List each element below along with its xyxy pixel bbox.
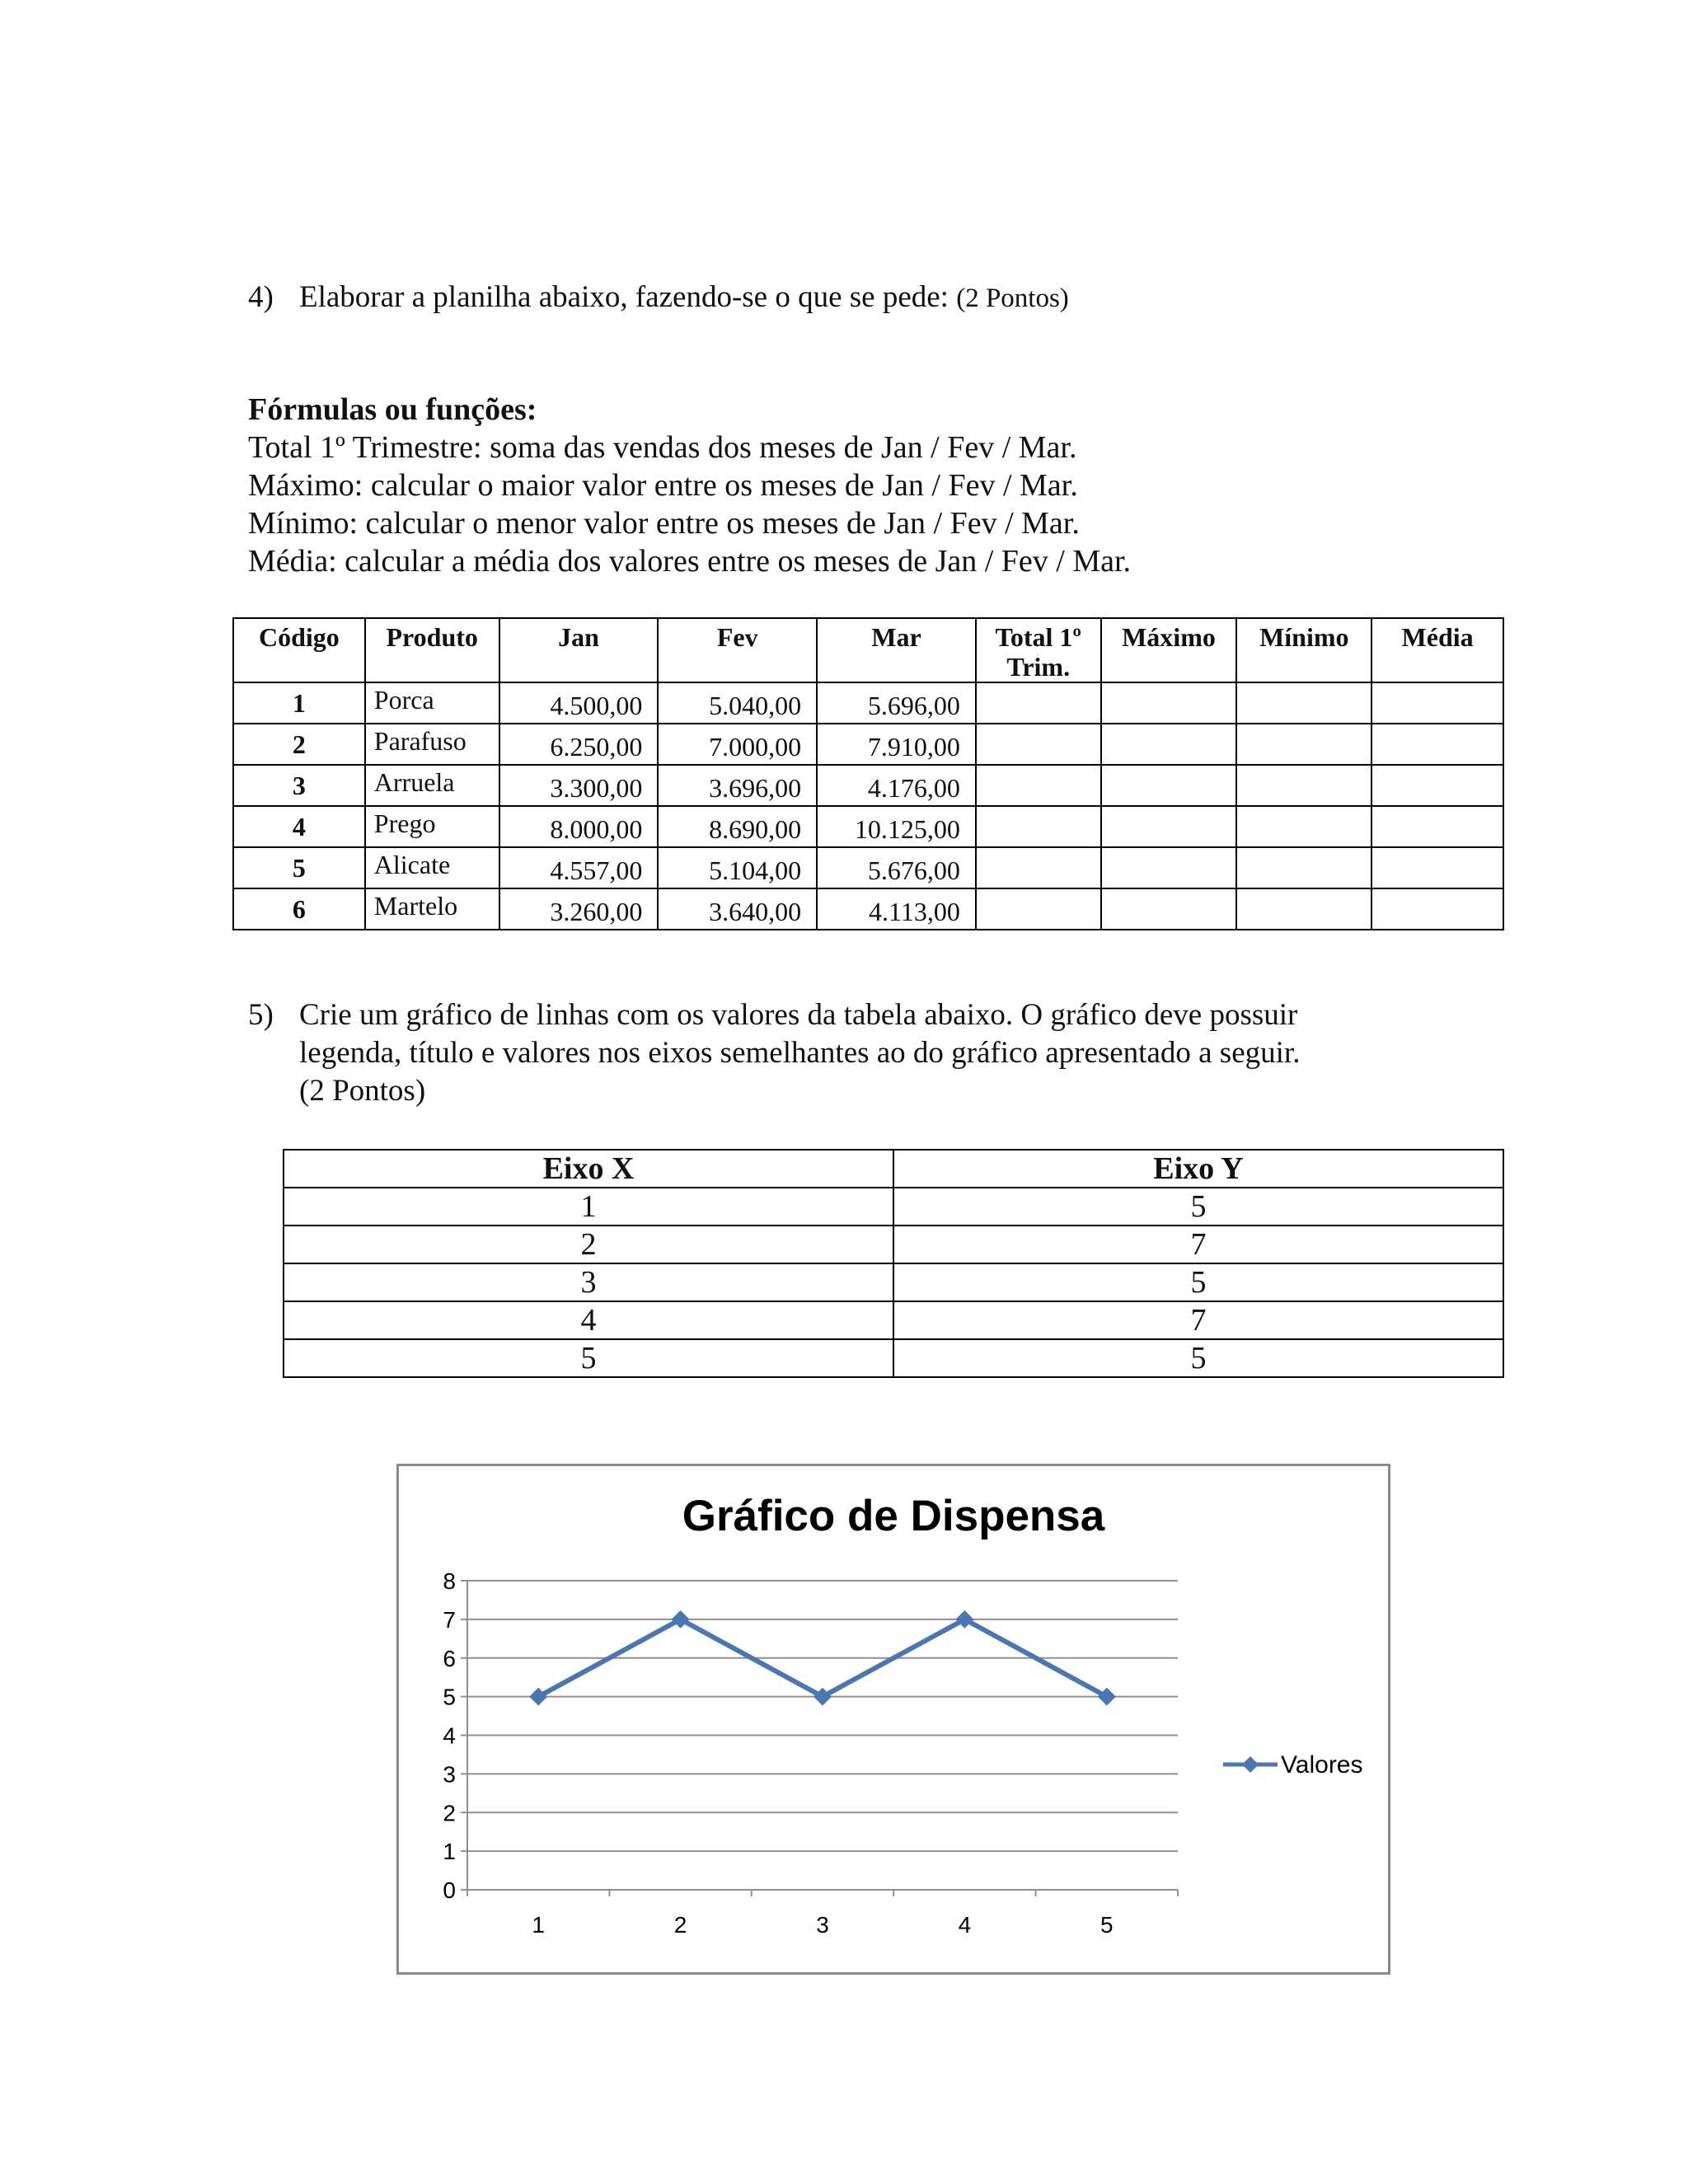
cell-maximo[interactable] bbox=[1101, 888, 1237, 930]
table-row bbox=[284, 1301, 1503, 1339]
cell-fev: 8.690,00 bbox=[658, 806, 817, 847]
chart-plot bbox=[399, 1466, 1388, 1972]
y-tick-label: 5 bbox=[443, 1684, 456, 1710]
question-5-number: 5) bbox=[248, 998, 274, 1032]
cell-produto: Prego bbox=[365, 806, 499, 847]
cell-minimo[interactable] bbox=[1236, 888, 1372, 930]
table-row bbox=[284, 1339, 1503, 1377]
cell-minimo[interactable] bbox=[1236, 847, 1372, 888]
cell-maximo[interactable] bbox=[1101, 682, 1237, 724]
cell-jan: 4.557,00 bbox=[499, 847, 659, 888]
table-row bbox=[233, 724, 1503, 765]
cell-media[interactable] bbox=[1372, 682, 1503, 724]
cell-x: 3 bbox=[284, 1263, 893, 1301]
cell-jan: 4.500,00 bbox=[499, 682, 659, 724]
header-eixo-y: Eixo Y bbox=[893, 1150, 1503, 1188]
cell-media[interactable] bbox=[1372, 806, 1503, 847]
cell-codigo: 1 bbox=[233, 682, 365, 724]
cell-x: 2 bbox=[284, 1226, 893, 1263]
question-5-points: (2 Pontos) bbox=[299, 1074, 426, 1108]
cell-fev: 5.040,00 bbox=[658, 682, 817, 724]
cell-mar: 10.125,00 bbox=[817, 806, 976, 847]
cell-produto: Martelo bbox=[365, 888, 499, 930]
cell-mar: 7.910,00 bbox=[817, 724, 976, 765]
x-tick-label: 2 bbox=[673, 1912, 687, 1938]
table-row bbox=[284, 1226, 1503, 1263]
cell-total[interactable] bbox=[976, 888, 1101, 930]
cell-jan: 6.250,00 bbox=[499, 724, 659, 765]
formula-media: Média: calcular a média dos valores entre os meses de Jan / Fev / Mar. bbox=[248, 544, 1132, 579]
cell-maximo[interactable] bbox=[1101, 724, 1237, 765]
cell-codigo: 6 bbox=[233, 888, 365, 930]
data-point bbox=[1098, 1688, 1116, 1706]
y-tick-label: 2 bbox=[443, 1800, 456, 1826]
data-point bbox=[672, 1610, 690, 1629]
cell-mar: 5.696,00 bbox=[817, 682, 976, 724]
data-point bbox=[955, 1610, 973, 1629]
cell-fev: 3.696,00 bbox=[658, 765, 817, 806]
cell-y: 5 bbox=[893, 1263, 1503, 1301]
xy-table-header bbox=[284, 1150, 1503, 1188]
cell-media[interactable] bbox=[1372, 888, 1503, 930]
table-row bbox=[233, 682, 1503, 724]
y-tick-label: 8 bbox=[443, 1568, 456, 1594]
cell-mar: 4.113,00 bbox=[817, 888, 976, 930]
formula-total: Total 1º Trimestre: soma das vendas dos meses de Jan / Fev / Mar. bbox=[248, 430, 1077, 465]
cell-maximo[interactable] bbox=[1101, 806, 1237, 847]
cell-total[interactable] bbox=[976, 847, 1101, 888]
header-maximo: Máximo bbox=[1101, 618, 1237, 682]
header-jan: Jan bbox=[499, 618, 659, 682]
cell-produto: Alicate bbox=[365, 847, 499, 888]
y-tick-label: 7 bbox=[443, 1606, 456, 1633]
cell-y: 7 bbox=[893, 1226, 1503, 1263]
cell-total[interactable] bbox=[976, 765, 1101, 806]
cell-media[interactable] bbox=[1372, 724, 1503, 765]
header-produto: Produto bbox=[365, 618, 499, 682]
cell-mar: 4.176,00 bbox=[817, 765, 976, 806]
table-row bbox=[233, 765, 1503, 806]
question-4-text: Elaborar a planilha abaixo, fazendo-se o que se pede: bbox=[299, 280, 949, 314]
cell-codigo: 2 bbox=[233, 724, 365, 765]
cell-jan: 3.300,00 bbox=[499, 765, 659, 806]
sales-table bbox=[232, 617, 1504, 930]
y-tick-label: 1 bbox=[443, 1839, 456, 1865]
y-tick-label: 3 bbox=[443, 1761, 456, 1788]
cell-minimo[interactable] bbox=[1236, 724, 1372, 765]
header-minimo: Mínimo bbox=[1236, 618, 1372, 682]
question-4-number: 4) bbox=[248, 280, 274, 314]
question-5 bbox=[248, 996, 1297, 1034]
table-row bbox=[284, 1263, 1503, 1301]
table-row bbox=[233, 888, 1503, 930]
question-5-line-1: Crie um gráfico de linhas com os valores da tabela abaixo. O gráfico deve possuir bbox=[299, 998, 1298, 1032]
chart-title: Gráfico de Dispensa bbox=[682, 1492, 1105, 1540]
cell-total[interactable] bbox=[976, 724, 1101, 765]
cell-mar: 5.676,00 bbox=[817, 847, 976, 888]
cell-produto: Parafuso bbox=[365, 724, 499, 765]
table-row bbox=[233, 847, 1503, 888]
header-mar: Mar bbox=[817, 618, 976, 682]
cell-x: 1 bbox=[284, 1188, 893, 1226]
cell-produto: Arruela bbox=[365, 765, 499, 806]
formulas-title: Fórmulas ou funções: bbox=[248, 392, 537, 427]
cell-y: 5 bbox=[893, 1339, 1503, 1377]
cell-jan: 3.260,00 bbox=[499, 888, 659, 930]
legend-label: Valores bbox=[1281, 1751, 1363, 1779]
header-media: Média bbox=[1372, 618, 1503, 682]
question-4 bbox=[248, 279, 1069, 317]
cell-y: 7 bbox=[893, 1301, 1503, 1339]
cell-total[interactable] bbox=[976, 806, 1101, 847]
formula-minimo: Mínimo: calcular o menor valor entre os meses de Jan / Fev / Mar. bbox=[248, 506, 1080, 541]
formulas-section bbox=[248, 391, 1131, 580]
cell-codigo: 4 bbox=[233, 806, 365, 847]
cell-codigo: 5 bbox=[233, 847, 365, 888]
table-row bbox=[233, 806, 1503, 847]
data-point bbox=[529, 1688, 547, 1706]
cell-fev: 3.640,00 bbox=[658, 888, 817, 930]
header-total: Total 1º Trim. bbox=[976, 618, 1101, 682]
cell-minimo[interactable] bbox=[1236, 806, 1372, 847]
cell-maximo[interactable] bbox=[1101, 765, 1237, 806]
question-5-line-2: legenda, título e valores nos eixos semelhantes ao do gráfico apresentado a seguir. bbox=[299, 1036, 1301, 1070]
x-tick-label: 5 bbox=[1100, 1912, 1114, 1938]
header-codigo: Código bbox=[233, 618, 365, 682]
y-tick-label: 4 bbox=[443, 1722, 456, 1749]
cell-x: 5 bbox=[284, 1339, 893, 1377]
cell-fev: 5.104,00 bbox=[658, 847, 817, 888]
cell-media[interactable] bbox=[1372, 765, 1503, 806]
cell-jan: 8.000,00 bbox=[499, 806, 659, 847]
header-eixo-x: Eixo X bbox=[284, 1150, 893, 1188]
x-tick-label: 3 bbox=[816, 1912, 829, 1938]
cell-produto: Porca bbox=[365, 682, 499, 724]
y-tick-label: 6 bbox=[443, 1645, 456, 1671]
line-chart bbox=[396, 1464, 1390, 1975]
cell-fev: 7.000,00 bbox=[658, 724, 817, 765]
cell-minimo[interactable] bbox=[1236, 682, 1372, 724]
cell-minimo[interactable] bbox=[1236, 765, 1372, 806]
header-fev: Fev bbox=[658, 618, 817, 682]
question-4-points: (2 Pontos) bbox=[956, 284, 1069, 313]
cell-media[interactable] bbox=[1372, 847, 1503, 888]
cell-x: 4 bbox=[284, 1301, 893, 1339]
xy-table bbox=[283, 1149, 1504, 1378]
cell-maximo[interactable] bbox=[1101, 847, 1237, 888]
x-tick-label: 4 bbox=[958, 1912, 972, 1938]
legend-marker bbox=[1242, 1756, 1259, 1773]
cell-codigo: 3 bbox=[233, 765, 365, 806]
table-row bbox=[284, 1188, 1503, 1226]
cell-total[interactable] bbox=[976, 682, 1101, 724]
x-tick-label: 1 bbox=[532, 1912, 545, 1938]
formula-maximo: Máximo: calcular o maior valor entre os meses de Jan / Fev / Mar. bbox=[248, 468, 1078, 503]
data-point bbox=[814, 1688, 832, 1706]
cell-y: 5 bbox=[893, 1188, 1503, 1226]
y-tick-label: 0 bbox=[443, 1877, 456, 1903]
sales-table-header bbox=[233, 618, 1503, 682]
